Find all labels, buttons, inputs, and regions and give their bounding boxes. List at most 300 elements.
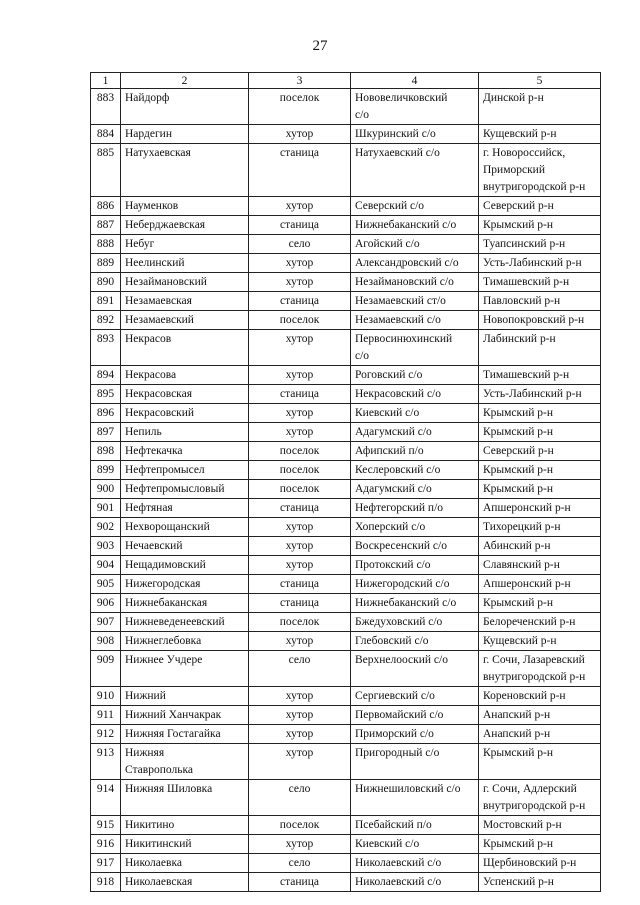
- district-name: [479, 235, 601, 254]
- settlement-name: [121, 273, 249, 292]
- council-name-line: Афипский п/о: [355, 445, 424, 457]
- settlements-table: [90, 72, 601, 892]
- row-number: 909: [91, 651, 121, 687]
- district-name-line: Приморский: [483, 164, 545, 176]
- settlement-type: хутор: [249, 537, 351, 556]
- row-number: 884: [91, 125, 121, 144]
- settlement-name-line: Неелинский: [125, 257, 185, 269]
- settlement-name-line: Нижняя Шиловка: [125, 783, 213, 795]
- table-row: [91, 835, 601, 854]
- district-name: [479, 366, 601, 385]
- settlement-type: село: [249, 854, 351, 873]
- district-name-line: Успенский р-н: [483, 876, 554, 888]
- district-name: [479, 125, 601, 144]
- district-name: [479, 816, 601, 835]
- settlement-name-line: Нижний Ханчакрак: [125, 709, 222, 721]
- settlement-type: хутор: [249, 366, 351, 385]
- table-row: [91, 854, 601, 873]
- council-name-line: Шкуринский с/о: [355, 128, 436, 140]
- council-name: [351, 744, 479, 780]
- settlement-name: [121, 706, 249, 725]
- council-name: [351, 89, 479, 125]
- district-name: [479, 518, 601, 537]
- settlement-type: село: [249, 651, 351, 687]
- council-name: [351, 273, 479, 292]
- district-name: [479, 780, 601, 816]
- row-number: 890: [91, 273, 121, 292]
- settlement-name-line: Незамаевская: [125, 295, 192, 307]
- district-name-line: внутригородской р-н: [483, 181, 586, 193]
- district-name-line: Павловский р-н: [483, 295, 561, 307]
- council-name-line: Николаевский с/о: [355, 857, 442, 869]
- table-row: [91, 385, 601, 404]
- settlement-type: хутор: [249, 273, 351, 292]
- council-name: [351, 197, 479, 216]
- table-row: [91, 744, 601, 780]
- district-name-line: Крымский р-н: [483, 219, 554, 231]
- district-name: [479, 632, 601, 651]
- row-number: 891: [91, 292, 121, 311]
- settlement-name-line: Нижняя: [125, 747, 165, 759]
- settlement-type: хутор: [249, 254, 351, 273]
- table-row: [91, 144, 601, 197]
- settlement-name: [121, 235, 249, 254]
- settlement-name: [121, 687, 249, 706]
- settlement-name: [121, 423, 249, 442]
- settlement-name: [121, 197, 249, 216]
- settlement-name: [121, 442, 249, 461]
- row-number: 895: [91, 385, 121, 404]
- table-row: [91, 537, 601, 556]
- settlement-type: хутор: [249, 404, 351, 423]
- district-name-line: Мостовский р-н: [483, 819, 562, 831]
- settlement-type: поселок: [249, 613, 351, 632]
- settlement-name-line: Неберджаевская: [125, 219, 206, 231]
- council-name: [351, 311, 479, 330]
- council-name-line: Адагумский с/о: [355, 426, 432, 438]
- settlement-type: поселок: [249, 89, 351, 125]
- table-row: [91, 330, 601, 366]
- table-row: [91, 273, 601, 292]
- settlement-type: хутор: [249, 556, 351, 575]
- district-name: [479, 594, 601, 613]
- district-name: [479, 423, 601, 442]
- settlement-name-line: Некрасова: [125, 369, 177, 381]
- settlement-name-line: Нечаевский: [125, 540, 183, 552]
- table-row: [91, 311, 601, 330]
- table-row: [91, 480, 601, 499]
- district-name-line: Северский р-н: [483, 200, 554, 212]
- council-name-line: Нефтегорский п/о: [355, 502, 444, 514]
- council-name-line: Бжедуховский с/о: [355, 616, 443, 628]
- settlement-type: хутор: [249, 518, 351, 537]
- settlement-type: хутор: [249, 423, 351, 442]
- council-name: [351, 575, 479, 594]
- settlement-name-line: Нефтепромысловый: [125, 483, 225, 495]
- district-name-line: Крымский р-н: [483, 747, 554, 759]
- row-number: 885: [91, 144, 121, 197]
- row-number: 894: [91, 366, 121, 385]
- district-name-line: Туапсинский р-н: [483, 238, 566, 250]
- council-name-line: Нижегородский с/о: [355, 578, 450, 590]
- district-name: [479, 254, 601, 273]
- table-row: [91, 725, 601, 744]
- council-name-line: Пригородный с/о: [355, 747, 440, 759]
- table-row: [91, 556, 601, 575]
- district-name: [479, 385, 601, 404]
- settlement-name-line: Нижнеглебовка: [125, 635, 202, 647]
- district-name-line: Тимашевский р-н: [483, 369, 570, 381]
- table-row: [91, 706, 601, 725]
- row-number: 896: [91, 404, 121, 423]
- header-row: [91, 73, 601, 89]
- council-name-line: Первосинюхинский: [355, 333, 453, 345]
- header-col-3: 3: [249, 73, 351, 89]
- table-row: [91, 613, 601, 632]
- district-name-line: Апшеронский р-н: [483, 502, 571, 514]
- settlement-name-line: Николаевская: [125, 876, 193, 888]
- settlement-name: [121, 537, 249, 556]
- settlement-name: [121, 725, 249, 744]
- settlement-name-line: Науменков: [125, 200, 179, 212]
- settlement-name: [121, 873, 249, 892]
- settlement-name: [121, 125, 249, 144]
- table-header: [91, 73, 601, 89]
- table-row: [91, 461, 601, 480]
- row-number: 912: [91, 725, 121, 744]
- council-name: [351, 292, 479, 311]
- settlement-name-line: Нефтекачка: [125, 445, 183, 457]
- council-name: [351, 385, 479, 404]
- district-name: [479, 404, 601, 423]
- council-name-line: Некрасовский с/о: [355, 388, 441, 400]
- district-name-line: Крымский р-н: [483, 483, 554, 495]
- council-name: [351, 235, 479, 254]
- council-name: [351, 632, 479, 651]
- district-name: [479, 461, 601, 480]
- district-name-line: внутригородской р-н: [483, 671, 586, 683]
- council-name-line: с/о: [355, 109, 370, 121]
- table-row: [91, 404, 601, 423]
- settlement-name: [121, 854, 249, 873]
- district-name: [479, 442, 601, 461]
- settlement-type: хутор: [249, 725, 351, 744]
- council-name: [351, 366, 479, 385]
- row-number: 897: [91, 423, 121, 442]
- table-row: [91, 780, 601, 816]
- settlement-name-line: Нардегин: [125, 128, 172, 140]
- row-number: 886: [91, 197, 121, 216]
- district-name: [479, 273, 601, 292]
- table-row: [91, 254, 601, 273]
- district-name-line: Новопокровский р-н: [483, 314, 585, 326]
- council-name: [351, 594, 479, 613]
- settlement-name-line: Найдорф: [125, 92, 170, 104]
- council-name-line: Агойский с/о: [355, 238, 420, 250]
- council-name: [351, 651, 479, 687]
- council-name: [351, 613, 479, 632]
- district-name: [479, 89, 601, 125]
- settlement-name: [121, 835, 249, 854]
- settlement-name-line: Нижний: [125, 690, 166, 702]
- settlement-name: [121, 292, 249, 311]
- settlement-type: село: [249, 235, 351, 254]
- settlement-type: станица: [249, 873, 351, 892]
- table-row: [91, 292, 601, 311]
- settlement-type: хутор: [249, 744, 351, 780]
- district-name-line: Апшеронский р-н: [483, 578, 571, 590]
- council-name-line: Воскресенский с/о: [355, 540, 447, 552]
- header-col-2: 2: [121, 73, 249, 89]
- row-number: 910: [91, 687, 121, 706]
- council-name-line: Псебайский п/о: [355, 819, 432, 831]
- row-number: 898: [91, 442, 121, 461]
- district-name-line: Кореновский р-н: [483, 690, 566, 702]
- district-name-line: Кущевский р-н: [483, 128, 557, 140]
- council-name: [351, 254, 479, 273]
- header-col-5: 5: [479, 73, 601, 89]
- district-name-line: Крымский р-н: [483, 464, 554, 476]
- table-row: [91, 216, 601, 235]
- district-name: [479, 613, 601, 632]
- council-name-line: Глебовский с/о: [355, 635, 429, 647]
- settlement-name-line: Непиль: [125, 426, 162, 438]
- row-number: 911: [91, 706, 121, 725]
- settlement-name-line: Нехворощанский: [125, 521, 210, 533]
- council-name-line: Протокский с/о: [355, 559, 431, 571]
- settlement-name-line: Никитинский: [125, 838, 192, 850]
- settlement-name: [121, 651, 249, 687]
- settlement-type: поселок: [249, 442, 351, 461]
- district-name-line: г. Сочи, Адлерский: [483, 783, 577, 795]
- settlement-type: хутор: [249, 835, 351, 854]
- district-name-line: Щербиновский р-н: [483, 857, 577, 869]
- row-number: 889: [91, 254, 121, 273]
- settlement-name: [121, 613, 249, 632]
- district-name: [479, 651, 601, 687]
- settlement-name-line: Незаймановский: [125, 276, 207, 288]
- district-name: [479, 575, 601, 594]
- settlement-name: [121, 499, 249, 518]
- council-name-line: Хоперский с/о: [355, 521, 426, 533]
- district-name-line: Абинский р-н: [483, 540, 551, 552]
- settlement-type: хутор: [249, 197, 351, 216]
- council-name-line: Киевский с/о: [355, 407, 420, 419]
- table-row: [91, 499, 601, 518]
- settlement-type: поселок: [249, 311, 351, 330]
- district-name-line: Северский р-н: [483, 445, 554, 457]
- settlement-name-line: Небуг: [125, 238, 155, 250]
- council-name: [351, 816, 479, 835]
- council-name: [351, 480, 479, 499]
- district-name-line: Крымский р-н: [483, 407, 554, 419]
- settlement-type: станица: [249, 144, 351, 197]
- council-name-line: Незамаевский ст/о: [355, 295, 446, 307]
- district-name: [479, 854, 601, 873]
- council-name-line: Натухаевский с/о: [355, 147, 440, 159]
- district-name-line: Усть-Лабинский р-н: [483, 388, 582, 400]
- settlement-name: [121, 575, 249, 594]
- row-number: 905: [91, 575, 121, 594]
- council-name: [351, 423, 479, 442]
- council-name: [351, 461, 479, 480]
- council-name-line: Александровский с/о: [355, 257, 459, 269]
- district-name: [479, 725, 601, 744]
- table-row: [91, 632, 601, 651]
- settlement-name-line: Ставрополька: [125, 764, 193, 776]
- row-number: 903: [91, 537, 121, 556]
- table-row: [91, 235, 601, 254]
- row-number: 883: [91, 89, 121, 125]
- district-name: [479, 744, 601, 780]
- district-name-line: внутригородской р-н: [483, 800, 586, 812]
- settlement-name: [121, 311, 249, 330]
- district-name-line: Анапский р-н: [483, 709, 551, 721]
- row-number: 893: [91, 330, 121, 366]
- settlement-name: [121, 518, 249, 537]
- council-name: [351, 706, 479, 725]
- settlement-name-line: Нижневеденеевский: [125, 616, 225, 628]
- row-number: 908: [91, 632, 121, 651]
- district-name: [479, 311, 601, 330]
- settlement-name-line: Никитино: [125, 819, 175, 831]
- table-row: [91, 651, 601, 687]
- row-number: 887: [91, 216, 121, 235]
- council-name-line: Кеслеровский с/о: [355, 464, 441, 476]
- table-row: [91, 518, 601, 537]
- header-col-1: 1: [91, 73, 121, 89]
- table-row: [91, 594, 601, 613]
- settlement-type: хутор: [249, 632, 351, 651]
- settlement-name: [121, 366, 249, 385]
- settlement-type: хутор: [249, 125, 351, 144]
- settlement-type: хутор: [249, 706, 351, 725]
- district-name: [479, 706, 601, 725]
- district-name: [479, 687, 601, 706]
- table-row: [91, 89, 601, 125]
- council-name: [351, 216, 479, 235]
- district-name: [479, 216, 601, 235]
- row-number: 902: [91, 518, 121, 537]
- district-name-line: Усть-Лабинский р-н: [483, 257, 582, 269]
- row-number: 914: [91, 780, 121, 816]
- settlement-name-line: Нефтепромысел: [125, 464, 205, 476]
- settlement-name: [121, 216, 249, 235]
- district-name-line: г. Новороссийск,: [483, 147, 566, 159]
- settlement-name: [121, 89, 249, 125]
- settlement-type: село: [249, 780, 351, 816]
- district-name-line: Лабинский р-н: [483, 333, 556, 345]
- settlement-name-line: Некрасов: [125, 333, 172, 345]
- council-name-line: Незаймановский с/о: [355, 276, 454, 288]
- settlement-name-line: Нижнее Учдере: [125, 654, 203, 666]
- table-row: [91, 366, 601, 385]
- row-number: 907: [91, 613, 121, 632]
- district-name: [479, 835, 601, 854]
- row-number: 913: [91, 744, 121, 780]
- settlement-name: [121, 556, 249, 575]
- council-name: [351, 442, 479, 461]
- council-name: [351, 780, 479, 816]
- row-number: 892: [91, 311, 121, 330]
- council-name-line: Верхнелооский с/о: [355, 654, 448, 666]
- row-number: 915: [91, 816, 121, 835]
- council-name: [351, 873, 479, 892]
- council-name: [351, 556, 479, 575]
- district-name-line: Кущевский р-н: [483, 635, 557, 647]
- council-name-line: Адагумский с/о: [355, 483, 432, 495]
- district-name-line: Динской р-н: [483, 92, 544, 104]
- row-number: 918: [91, 873, 121, 892]
- row-number: 901: [91, 499, 121, 518]
- settlement-name: [121, 254, 249, 273]
- council-name: [351, 404, 479, 423]
- settlement-name: [121, 404, 249, 423]
- district-name-line: Крымский р-н: [483, 838, 554, 850]
- council-name: [351, 144, 479, 197]
- council-name-line: Нововеличковский: [355, 92, 448, 104]
- settlement-name: [121, 461, 249, 480]
- district-name: [479, 873, 601, 892]
- row-number: 900: [91, 480, 121, 499]
- row-number: 916: [91, 835, 121, 854]
- district-name: [479, 330, 601, 366]
- table-row: [91, 687, 601, 706]
- settlement-name-line: Натухаевская: [125, 147, 191, 159]
- council-name-line: Роговский с/о: [355, 369, 423, 381]
- settlement-name: [121, 594, 249, 613]
- settlement-name-line: Нижегородская: [125, 578, 201, 590]
- council-name-line: Первомайский с/о: [355, 709, 444, 721]
- row-number: 899: [91, 461, 121, 480]
- table-body: [91, 89, 601, 892]
- settlement-name-line: Некрасовский: [125, 407, 195, 419]
- council-name: [351, 499, 479, 518]
- table-row: [91, 442, 601, 461]
- table-row: [91, 873, 601, 892]
- council-name: [351, 537, 479, 556]
- row-number: 906: [91, 594, 121, 613]
- table-row: [91, 125, 601, 144]
- settlement-name-line: Нижнебаканская: [125, 597, 208, 609]
- settlement-type: поселок: [249, 480, 351, 499]
- table-row: [91, 575, 601, 594]
- council-name: [351, 687, 479, 706]
- council-name-line: Нижнешиловский с/о: [355, 783, 461, 795]
- settlement-type: станица: [249, 575, 351, 594]
- settlement-name: [121, 480, 249, 499]
- settlement-type: хутор: [249, 687, 351, 706]
- council-name: [351, 854, 479, 873]
- district-name-line: г. Сочи, Лазаревский: [483, 654, 585, 666]
- row-number: 888: [91, 235, 121, 254]
- table-row: [91, 816, 601, 835]
- district-name-line: Белореченский р-н: [483, 616, 576, 628]
- settlement-name-line: Некрасовская: [125, 388, 192, 400]
- settlement-name-line: Нижняя Гостагайка: [125, 728, 221, 740]
- council-name: [351, 725, 479, 744]
- council-name-line: Киевский с/о: [355, 838, 420, 850]
- settlement-type: поселок: [249, 461, 351, 480]
- council-name-line: Нижнебаканский с/о: [355, 597, 457, 609]
- settlement-type: поселок: [249, 816, 351, 835]
- row-number: 917: [91, 854, 121, 873]
- council-name-line: Незамаевский с/о: [355, 314, 441, 326]
- council-name-line: Приморский с/о: [355, 728, 434, 740]
- council-name: [351, 835, 479, 854]
- settlement-name: [121, 144, 249, 197]
- council-name-line: с/о: [355, 350, 370, 362]
